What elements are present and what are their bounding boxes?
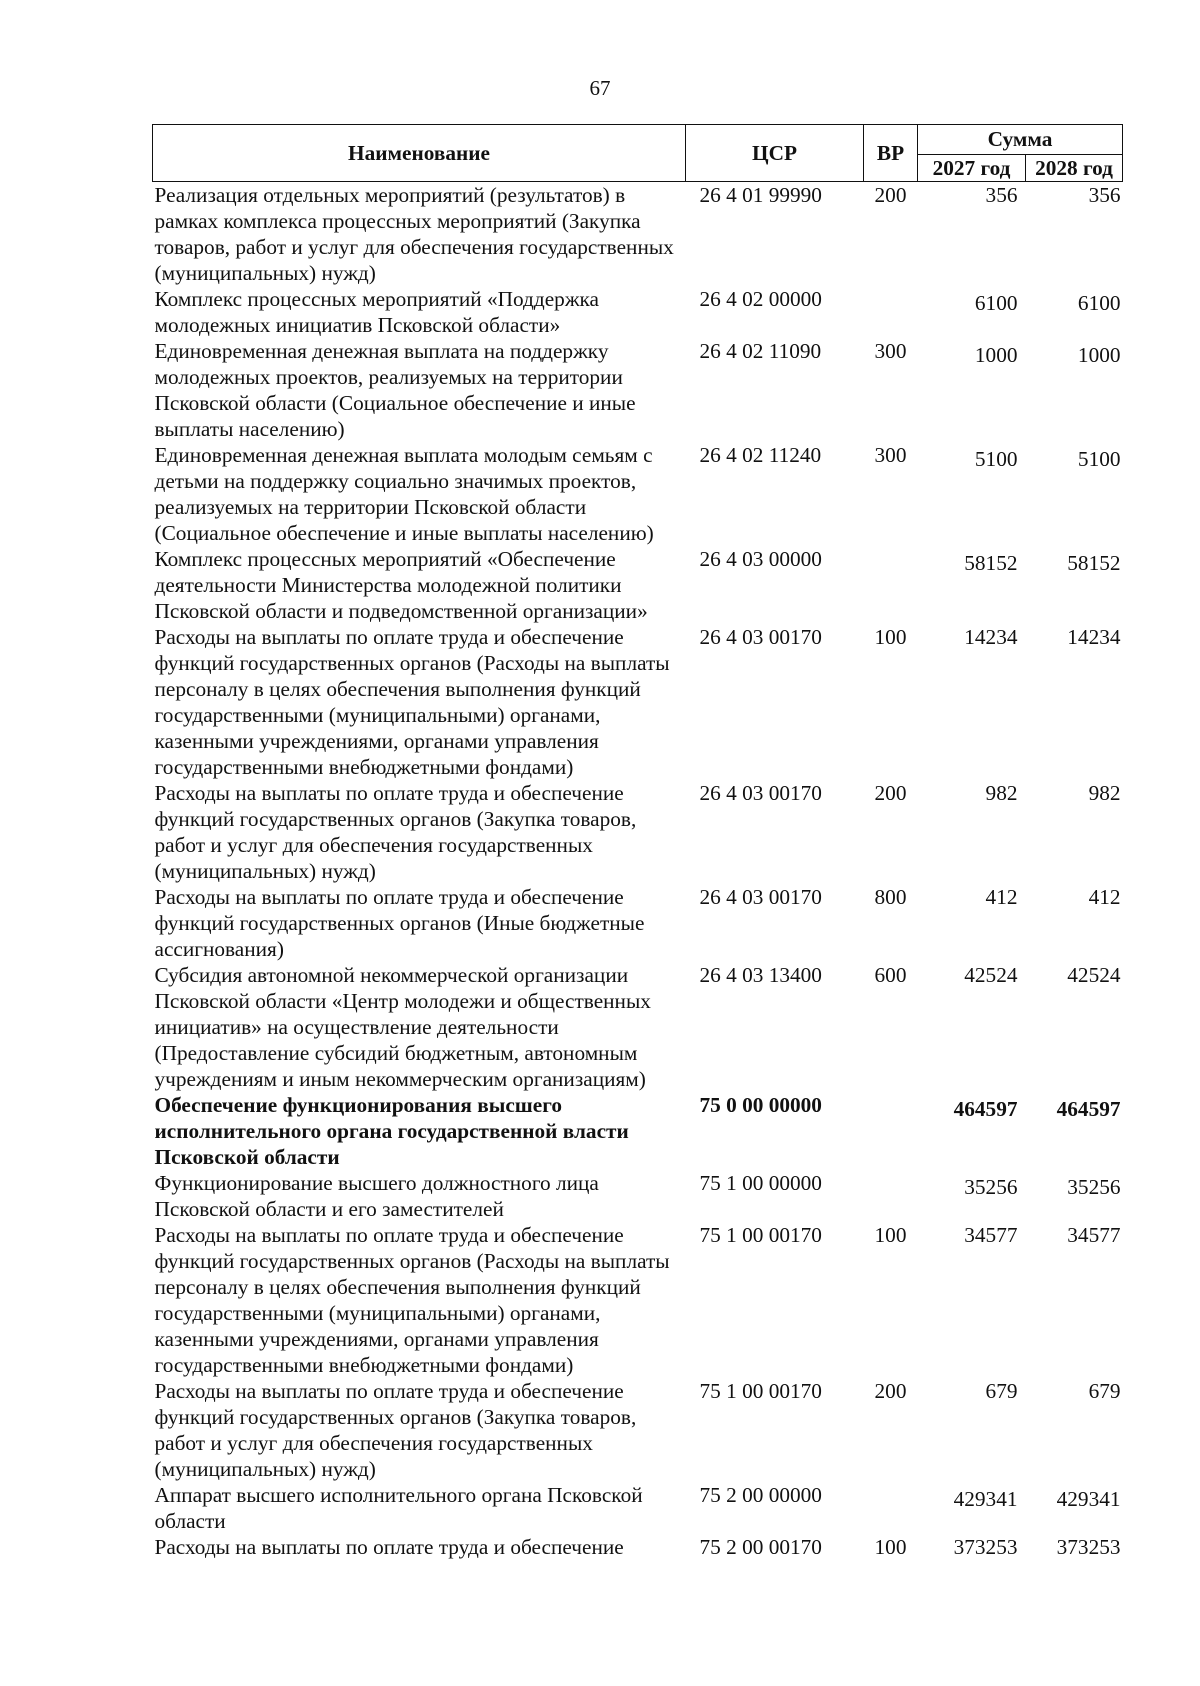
table-row bbox=[153, 546, 1123, 624]
row-amount-2027: 464597 bbox=[953, 1097, 1018, 1121]
row-vr-code: 300 bbox=[874, 339, 907, 363]
table-row bbox=[153, 1482, 1123, 1534]
row-name: Расходы на выплаты по оплате труда и обеспечение функций государственных органов (Иные бюджетные ассигнования) bbox=[154, 885, 645, 961]
row-amount-2027: 1000 bbox=[974, 343, 1018, 367]
table-row bbox=[153, 780, 1123, 884]
table-row bbox=[153, 1170, 1123, 1222]
row-csr-code: 75 2 00 00170 bbox=[699, 1535, 822, 1559]
row-name: Комплекс процессных мероприятий «Обеспечение деятельности Министерства молодежной политики Псковской области и подведомственной организации» bbox=[154, 547, 648, 623]
table-row bbox=[153, 442, 1123, 546]
row-amount-2027: 373253 bbox=[953, 1535, 1018, 1559]
header-year-2028: 2028 год bbox=[1026, 154, 1123, 181]
row-name: Расходы на выплаты по оплате труда и обеспечение функций государственных органов (Закупка товаров, работ и услуг для обеспечения государственных (муниципальных) нужд) bbox=[154, 1379, 637, 1481]
table-row bbox=[153, 338, 1123, 442]
row-name: Единовременная денежная выплата на поддержку молодежных проектов, реализуемых на территории Псковской области (Социальное обеспечение и иные выплаты населению) bbox=[154, 339, 636, 441]
row-csr-code: 26 4 03 00170 bbox=[699, 781, 822, 805]
header-name: Наименование bbox=[153, 125, 686, 182]
row-amount-2027: 679 bbox=[985, 1379, 1018, 1403]
row-vr-code bbox=[864, 286, 918, 338]
row-csr-code: 75 2 00 00000 bbox=[699, 1483, 822, 1507]
row-amount-2028: 34577 bbox=[1067, 1223, 1121, 1247]
row-amount-2027: 982 bbox=[985, 781, 1018, 805]
row-csr-code: 75 1 00 00000 bbox=[699, 1171, 822, 1195]
row-vr-code: 300 bbox=[874, 443, 907, 467]
row-vr-code bbox=[864, 546, 918, 624]
row-amount-2028: 42524 bbox=[1067, 963, 1121, 987]
table-header bbox=[153, 125, 1123, 182]
row-amount-2028: 373253 bbox=[1056, 1535, 1121, 1559]
row-name: Расходы на выплаты по оплате труда и обеспечение функций государственных органов (Закупка товаров, работ и услуг для обеспечения государственных (муниципальных) нужд) bbox=[154, 781, 637, 883]
row-vr-code bbox=[864, 1170, 918, 1222]
row-csr-code: 26 4 02 11090 bbox=[699, 339, 822, 363]
row-name: Субсидия автономной некоммерческой организации Псковской области «Центр молодежи и общественных инициатив» на осуществление деятельности (Предоставление субсидий бюджетным, автономным учреждениям и иным некоммерческим организациям) bbox=[154, 963, 651, 1091]
row-csr-code: 26 4 03 00000 bbox=[699, 547, 822, 571]
row-vr-code: 200 bbox=[874, 781, 907, 805]
row-name: Реализация отдельных мероприятий (результатов) в рамках комплекса процессных мероприятий (Закупка товаров, работ и услуг для обеспечения государственных (муниципальных) нужд) bbox=[154, 183, 674, 285]
row-csr-code: 75 0 00 00000 bbox=[699, 1093, 822, 1117]
row-amount-2027: 6100 bbox=[974, 291, 1018, 315]
row-amount-2028: 5100 bbox=[1077, 447, 1121, 471]
row-amount-2027: 412 bbox=[985, 885, 1018, 909]
row-amount-2028: 412 bbox=[1088, 885, 1121, 909]
row-csr-code: 26 4 03 13400 bbox=[699, 963, 822, 987]
row-name: Расходы на выплаты по оплате труда и обеспечение функций государственных органов (Расходы на выплаты персоналу в целях обеспечения выполнения функций государственными (муниципальными) органами, казенными учреждениями, органами управления государственными внебюджетными фондами) bbox=[154, 1223, 670, 1377]
row-amount-2028: 35256 bbox=[1067, 1175, 1121, 1199]
table-row bbox=[153, 1534, 1123, 1560]
row-amount-2027: 58152 bbox=[964, 551, 1018, 575]
row-amount-2028: 356 bbox=[1088, 183, 1121, 207]
table-row bbox=[153, 182, 1123, 287]
table-row bbox=[153, 1222, 1123, 1378]
row-vr-code bbox=[864, 1092, 918, 1170]
table-body bbox=[153, 182, 1123, 1561]
row-amount-2027: 5100 bbox=[974, 447, 1018, 471]
budget-table bbox=[152, 124, 1123, 1560]
row-amount-2028: 14234 bbox=[1067, 625, 1121, 649]
row-amount-2027: 429341 bbox=[953, 1487, 1018, 1511]
row-csr-code: 26 4 02 00000 bbox=[699, 287, 822, 311]
page-number: 67 bbox=[589, 76, 611, 100]
row-amount-2028: 6100 bbox=[1077, 291, 1121, 315]
header-vr: ВР bbox=[864, 125, 918, 182]
row-csr-code: 26 4 02 11240 bbox=[699, 443, 822, 467]
row-vr-code: 200 bbox=[874, 183, 907, 207]
row-name: Единовременная денежная выплата молодым семьям с детьми на поддержку социально значимых проектов, реализуемых на территории Псковской области (Социальное обеспечение и иные выплаты населению) bbox=[154, 443, 654, 545]
row-name: Аппарат высшего исполнительного органа Псковской области bbox=[154, 1483, 643, 1533]
row-amount-2028: 58152 bbox=[1067, 551, 1121, 575]
row-amount-2027: 34577 bbox=[964, 1223, 1018, 1247]
row-csr-code: 26 4 03 00170 bbox=[699, 625, 822, 649]
row-amount-2027: 35256 bbox=[964, 1175, 1018, 1199]
row-amount-2027: 356 bbox=[985, 183, 1018, 207]
row-csr-code: 26 4 03 00170 bbox=[699, 885, 822, 909]
row-name: Расходы на выплаты по оплате труда и обеспечение bbox=[154, 1535, 624, 1559]
row-vr-code: 100 bbox=[874, 625, 907, 649]
row-vr-code: 800 bbox=[874, 885, 907, 909]
row-vr-code bbox=[864, 1482, 918, 1534]
header-csr: ЦСР bbox=[686, 125, 864, 182]
row-name: Расходы на выплаты по оплате труда и обеспечение функций государственных органов (Расходы на выплаты персоналу в целях обеспечения выполнения функций государственными (муниципальными) органами, казенными учреждениями, органами управления государственными внебюджетными фондами) bbox=[154, 625, 670, 779]
table-row bbox=[153, 884, 1123, 962]
header-sum: Сумма bbox=[918, 125, 1123, 155]
row-name: Обеспечение функционирования высшего исполнительного органа государственной власти Псковской области bbox=[154, 1093, 629, 1169]
table-row bbox=[153, 1378, 1123, 1482]
row-amount-2028: 982 bbox=[1088, 781, 1121, 805]
row-amount-2028: 1000 bbox=[1077, 343, 1121, 367]
row-csr-code: 26 4 01 99990 bbox=[699, 183, 822, 207]
row-amount-2027: 14234 bbox=[964, 625, 1018, 649]
row-amount-2027: 42524 bbox=[964, 963, 1018, 987]
header-year-2027: 2027 год bbox=[918, 154, 1026, 181]
row-vr-code: 100 bbox=[874, 1535, 907, 1559]
row-csr-code: 75 1 00 00170 bbox=[699, 1379, 822, 1403]
row-name: Функционирование высшего должностного лица Псковской области и его заместителей bbox=[154, 1171, 599, 1221]
table-row bbox=[153, 1092, 1123, 1170]
row-vr-code: 200 bbox=[874, 1379, 907, 1403]
row-csr-code: 75 1 00 00170 bbox=[699, 1223, 822, 1247]
row-name: Комплекс процессных мероприятий «Поддержка молодежных инициатив Псковской области» bbox=[154, 287, 600, 337]
row-vr-code: 600 bbox=[874, 963, 907, 987]
row-amount-2028: 464597 bbox=[1056, 1097, 1121, 1121]
row-amount-2028: 429341 bbox=[1056, 1487, 1121, 1511]
row-vr-code: 100 bbox=[874, 1223, 907, 1247]
table-row bbox=[153, 286, 1123, 338]
table-row bbox=[153, 962, 1123, 1092]
table-row bbox=[153, 624, 1123, 780]
row-amount-2028: 679 bbox=[1088, 1379, 1121, 1403]
